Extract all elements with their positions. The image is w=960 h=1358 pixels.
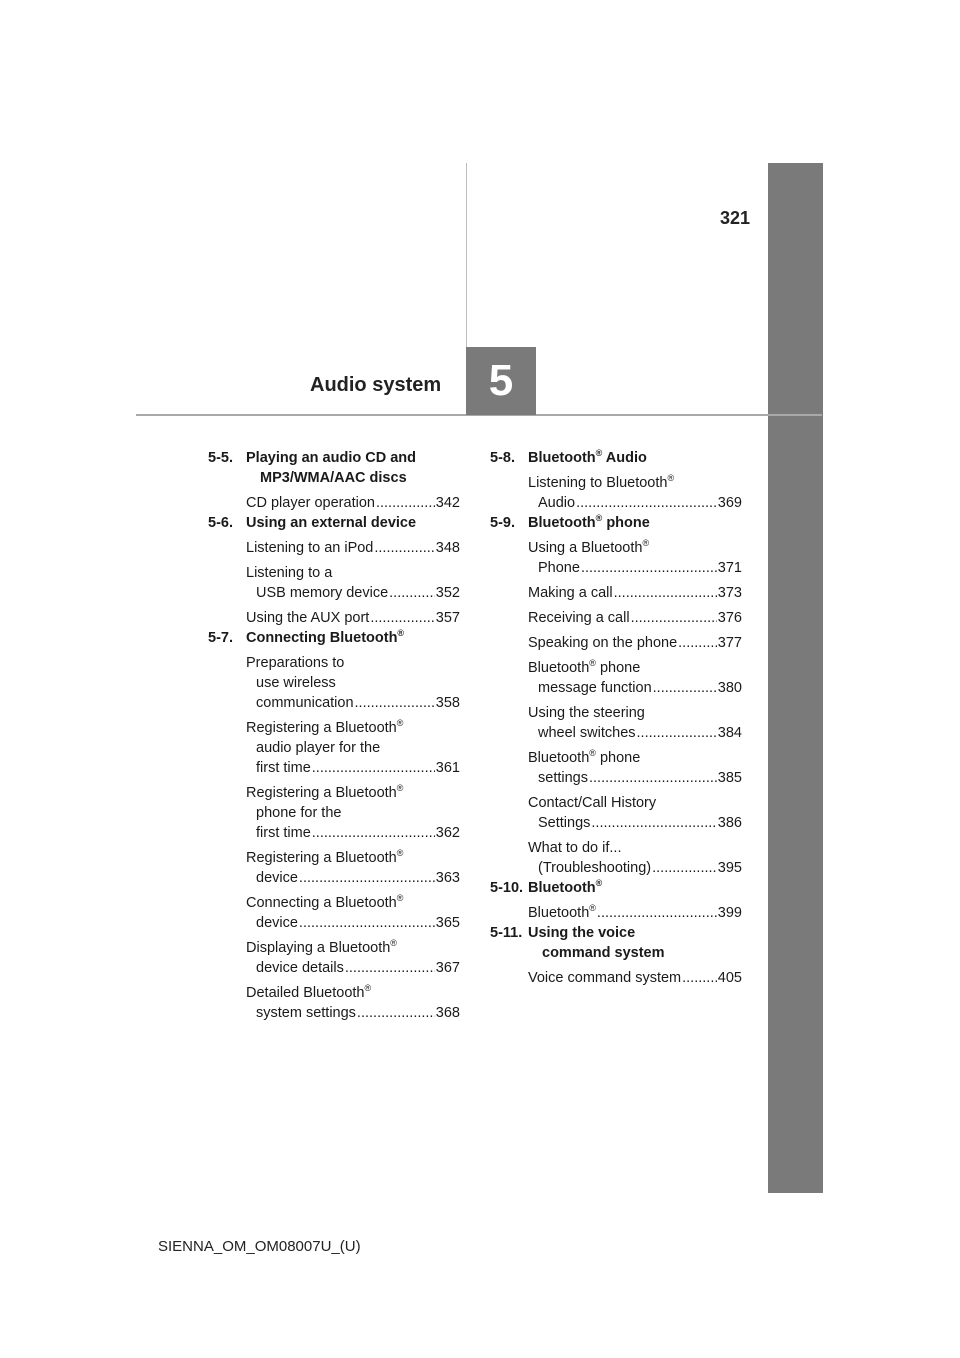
entry-page-number: 368 bbox=[435, 1005, 460, 1021]
entry-last-line bbox=[246, 538, 460, 558]
toc-entry[interactable] bbox=[528, 793, 742, 833]
entry-title-line: communication bbox=[256, 695, 354, 711]
entry-page-number: 386 bbox=[717, 815, 742, 831]
entry-title-line: Registering a Bluetooth® bbox=[246, 783, 404, 801]
entry-title-line: Bluetooth® bbox=[528, 903, 596, 921]
toc-entry[interactable] bbox=[528, 538, 742, 578]
section-heading[interactable] bbox=[490, 448, 742, 468]
entry-title-line: system settings bbox=[256, 1005, 356, 1021]
entry-title-line: first time bbox=[256, 760, 311, 776]
entry-title-line: audio player for the bbox=[256, 740, 381, 756]
leader-dots bbox=[299, 913, 435, 933]
entry-title-line: CD player operation bbox=[246, 495, 375, 511]
entry-page-number: 367 bbox=[435, 960, 460, 976]
section-title bbox=[528, 923, 742, 963]
section-heading[interactable] bbox=[490, 923, 742, 963]
page-number: 321 bbox=[720, 208, 751, 228]
entry-last-line bbox=[246, 608, 460, 628]
entry-page-number: 371 bbox=[717, 560, 742, 576]
leader-dots bbox=[345, 958, 435, 978]
section-number: 5-10. bbox=[490, 880, 524, 896]
toc-entry[interactable] bbox=[246, 848, 460, 888]
leader-dots bbox=[652, 858, 717, 878]
entry-page-number: 384 bbox=[717, 725, 742, 741]
section-heading[interactable] bbox=[208, 513, 460, 533]
entry-title-line: Displaying a Bluetooth® bbox=[246, 938, 397, 956]
entry-title-line: settings bbox=[538, 770, 588, 786]
toc-entry[interactable] bbox=[528, 968, 742, 988]
section-title-line: Bluetooth® Audio bbox=[528, 448, 647, 466]
section-title bbox=[246, 628, 460, 648]
entry-title-line: device bbox=[256, 870, 298, 886]
section-number: 5-6. bbox=[208, 515, 233, 531]
section-title-line: Playing an audio CD and bbox=[246, 450, 416, 466]
entry-title-line: Using the steering bbox=[528, 705, 645, 721]
entry-title-line: Using the AUX port bbox=[246, 610, 370, 626]
section-title-line: Bluetooth® bbox=[528, 878, 603, 896]
toc-entry[interactable] bbox=[246, 608, 460, 628]
toc-entry[interactable] bbox=[246, 893, 460, 933]
toc-entry[interactable] bbox=[528, 903, 742, 923]
leader-dots bbox=[370, 608, 434, 628]
section-title-line: Using an external device bbox=[246, 515, 417, 531]
entry-page-number: 362 bbox=[435, 825, 460, 841]
entry-page-number: 363 bbox=[435, 870, 460, 886]
toc-section bbox=[208, 628, 460, 1023]
entry-last-line bbox=[528, 633, 742, 653]
toc-entry[interactable] bbox=[246, 493, 460, 513]
toc-section bbox=[490, 448, 742, 513]
entry-title-line: (Troubleshooting) bbox=[538, 860, 652, 876]
section-heading[interactable] bbox=[490, 878, 742, 898]
entry-title-line: Registering a Bluetooth® bbox=[246, 848, 404, 866]
entry-title-line: Listening to an iPod bbox=[246, 540, 374, 556]
entry-title-line: Connecting a Bluetooth® bbox=[246, 893, 404, 911]
leader-dots bbox=[589, 768, 717, 788]
entry-title-line: Listening to Bluetooth® bbox=[528, 473, 675, 491]
leader-dots bbox=[591, 813, 716, 833]
entry-page-number: 352 bbox=[435, 585, 460, 601]
toc-section bbox=[490, 513, 742, 878]
entry-title-line: Audio bbox=[538, 495, 576, 511]
leader-dots bbox=[355, 693, 435, 713]
entry-last-line bbox=[246, 958, 460, 978]
entry-last-line bbox=[528, 903, 742, 923]
toc-column-right bbox=[490, 448, 742, 988]
toc-entry[interactable] bbox=[528, 838, 742, 878]
toc-entry[interactable] bbox=[528, 748, 742, 788]
entry-title-line: Phone bbox=[538, 560, 580, 576]
entry-page-number: 365 bbox=[435, 915, 460, 931]
section-title-line: Using the voice bbox=[528, 925, 636, 941]
toc-entry[interactable] bbox=[528, 583, 742, 603]
section-number: 5-11. bbox=[490, 925, 523, 941]
toc-entry[interactable] bbox=[528, 473, 742, 513]
toc-entry[interactable] bbox=[528, 608, 742, 628]
entry-title-line: device bbox=[256, 915, 298, 931]
entry-page-number: 342 bbox=[435, 495, 460, 511]
entry-title-line: Listening to a bbox=[246, 565, 333, 581]
entry-last-line bbox=[528, 968, 742, 988]
entry-page-number: 377 bbox=[717, 635, 742, 651]
leader-dots bbox=[682, 968, 717, 988]
section-title-line: Bluetooth® phone bbox=[528, 513, 650, 531]
entry-title-line: phone for the bbox=[256, 805, 342, 821]
section-title bbox=[528, 513, 742, 533]
entry-page-number: 380 bbox=[717, 680, 742, 696]
entry-title-line: Settings bbox=[538, 815, 591, 831]
entry-last-line bbox=[528, 493, 742, 513]
section-title bbox=[246, 448, 460, 488]
entry-page-number: 376 bbox=[717, 610, 742, 626]
entry-title-line: Bluetooth® phone bbox=[528, 658, 641, 676]
entry-title-line: device details bbox=[256, 960, 344, 976]
toc-entry[interactable] bbox=[528, 658, 742, 698]
leader-dots bbox=[312, 823, 435, 843]
entry-last-line bbox=[528, 723, 742, 743]
toc-section bbox=[208, 513, 460, 628]
toc-entry[interactable] bbox=[246, 983, 460, 1023]
entry-title-line: Voice command system bbox=[528, 970, 682, 986]
entry-page-number: 399 bbox=[717, 905, 742, 921]
leader-dots bbox=[581, 558, 717, 578]
section-title bbox=[246, 513, 460, 533]
entry-title-line: Bluetooth® phone bbox=[528, 748, 641, 766]
leader-dots bbox=[299, 868, 435, 888]
entry-title-line: Detailed Bluetooth® bbox=[246, 983, 372, 1001]
entry-last-line bbox=[528, 608, 742, 628]
entry-title-line: USB memory device bbox=[256, 585, 389, 601]
entry-last-line bbox=[528, 558, 742, 578]
entry-last-line bbox=[528, 583, 742, 603]
entry-last-line bbox=[246, 493, 460, 513]
entry-last-line bbox=[528, 858, 742, 878]
document-code-footer: SIENNA_OM_OM08007U_(U) bbox=[158, 1238, 361, 1255]
entry-title-line: Registering a Bluetooth® bbox=[246, 718, 404, 736]
toc-section bbox=[208, 448, 460, 513]
entry-last-line bbox=[246, 913, 460, 933]
entry-last-line bbox=[528, 813, 742, 833]
entry-last-line bbox=[246, 758, 460, 778]
entry-last-line bbox=[246, 693, 460, 713]
leader-dots bbox=[389, 583, 435, 603]
toc-entry[interactable] bbox=[246, 938, 460, 978]
toc-entry[interactable] bbox=[528, 703, 742, 743]
entry-title-line: wheel switches bbox=[538, 725, 636, 741]
entry-page-number: 395 bbox=[717, 860, 742, 876]
entry-title-line: What to do if... bbox=[528, 840, 622, 856]
section-number: 5-7. bbox=[208, 630, 233, 646]
entry-title-line: message function bbox=[538, 680, 652, 696]
toc-section bbox=[490, 878, 742, 923]
section-title-line: command system bbox=[542, 945, 665, 961]
entry-last-line bbox=[246, 868, 460, 888]
entry-page-number: 373 bbox=[717, 585, 742, 601]
section-title bbox=[528, 448, 742, 468]
section-title-line: Connecting Bluetooth® bbox=[246, 628, 405, 646]
section-title-line: MP3/WMA/AAC discs bbox=[260, 470, 407, 486]
toc-entry[interactable] bbox=[246, 538, 460, 558]
entry-title-line: Using a Bluetooth® bbox=[528, 538, 650, 556]
entry-page-number: 361 bbox=[435, 760, 460, 776]
entry-title-line: use wireless bbox=[256, 675, 336, 691]
toc-entry[interactable] bbox=[528, 633, 742, 653]
leader-dots bbox=[678, 633, 717, 653]
leader-dots bbox=[637, 723, 717, 743]
leader-dots bbox=[653, 678, 717, 698]
entry-page-number: 385 bbox=[717, 770, 742, 786]
leader-dots bbox=[374, 538, 434, 558]
entry-last-line bbox=[528, 768, 742, 788]
chapter-title: Audio system bbox=[310, 374, 442, 396]
leader-dots bbox=[597, 903, 717, 923]
entry-title-line: Making a call bbox=[528, 585, 613, 601]
leader-dots bbox=[614, 583, 717, 603]
entry-title-line: Preparations to bbox=[246, 655, 345, 671]
entry-title-line: Contact/Call History bbox=[528, 795, 657, 811]
toc-entry[interactable] bbox=[246, 783, 460, 843]
section-heading[interactable] bbox=[490, 513, 742, 533]
section-heading[interactable] bbox=[208, 628, 460, 648]
entry-page-number: 405 bbox=[717, 970, 742, 986]
leader-dots bbox=[576, 493, 717, 513]
leader-dots bbox=[357, 1003, 435, 1023]
toc-entry[interactable] bbox=[246, 563, 460, 603]
entry-page-number: 348 bbox=[435, 540, 460, 556]
section-number: 5-9. bbox=[490, 515, 515, 531]
chapter-number-badge bbox=[466, 347, 536, 415]
leader-dots bbox=[631, 608, 717, 628]
section-number: 5-8. bbox=[490, 450, 515, 466]
entry-title-line: Receiving a call bbox=[528, 610, 630, 626]
section-number: 5-5. bbox=[208, 450, 233, 466]
entry-page-number: 357 bbox=[435, 610, 460, 626]
header-vertical-rule bbox=[466, 163, 467, 348]
toc-section bbox=[490, 923, 742, 988]
entry-last-line bbox=[246, 1003, 460, 1023]
entry-last-line bbox=[246, 823, 460, 843]
toc-column-left bbox=[208, 448, 460, 1023]
entry-page-number: 358 bbox=[435, 695, 460, 711]
entry-last-line bbox=[528, 678, 742, 698]
entry-title-line: first time bbox=[256, 825, 311, 841]
leader-dots bbox=[312, 758, 435, 778]
chapter-number: 5 bbox=[488, 356, 514, 405]
entry-title-line: Speaking on the phone bbox=[528, 635, 678, 651]
section-title bbox=[528, 878, 742, 898]
entry-last-line bbox=[246, 583, 460, 603]
toc-entry[interactable] bbox=[246, 718, 460, 778]
entry-page-number: 369 bbox=[717, 495, 742, 511]
section-heading[interactable] bbox=[208, 448, 460, 488]
chapter-side-tab bbox=[768, 163, 823, 1193]
leader-dots bbox=[376, 493, 435, 513]
toc-entry[interactable] bbox=[246, 653, 460, 713]
